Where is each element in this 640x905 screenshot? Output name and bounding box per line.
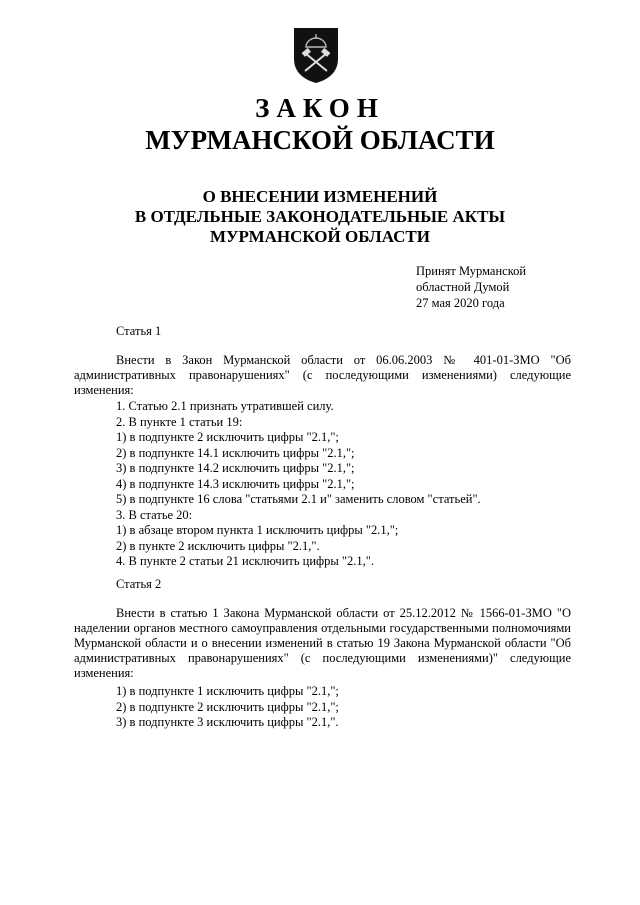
list-item: 2) в пункте 2 исключить цифры "2.1,". bbox=[116, 538, 320, 553]
list-item: 3) в подпункте 3 исключить цифры "2.1,". bbox=[116, 715, 339, 729]
list-item: 3. В статье 20: bbox=[116, 507, 193, 522]
adoption-date: 27 мая 2020 года bbox=[416, 296, 505, 310]
list-item: 1) в подпункте 2 исключить цифры "2.1,"; bbox=[116, 430, 339, 444]
article-2-intro: Внести в статью 1 Закона Мурманской области от 25.12.2012 № 1566-01-ЗМО "О наделении органов местного самоуправления отдельными государственными полномочиями Мурманской области и о внесении изменений в статью 19 Закона Мурманской области "Об административных правонарушениях" (с последующими изменениями)" следующие изменения: bbox=[74, 606, 571, 680]
list-item: 1) в абзаце втором пункта 1 исключить цифры "2.1,"; bbox=[116, 523, 399, 537]
adoption-line: областной Думой bbox=[416, 280, 510, 294]
list-item: 2. В пункте 1 статьи 19: bbox=[116, 414, 243, 429]
list-item: 1) в подпункте 1 исключить цифры "2.1,"; bbox=[116, 684, 339, 698]
article-2-heading: Статья 2 bbox=[116, 577, 162, 591]
adoption-note bbox=[416, 263, 526, 311]
subtitle-line: В ОТДЕЛЬНЫЕ ЗАКОНОДАТЕЛЬНЫЕ АКТЫ bbox=[134, 207, 506, 226]
list-item: 4. В пункте 2 статьи 21 исключить цифры "2.1,". bbox=[116, 554, 375, 568]
law-subtitle bbox=[0, 187, 640, 247]
article-2-items bbox=[116, 684, 339, 731]
list-item: 2) в подпункте 2 исключить цифры "2.1,"; bbox=[116, 699, 339, 714]
region-title: МУРМАНСКОЙ ОБЛАСТИ bbox=[145, 125, 495, 155]
coat-of-arms-icon bbox=[290, 25, 342, 85]
law-title: ЗАКОН bbox=[255, 93, 385, 123]
list-item: 3) в подпункте 14.2 исключить цифры "2.1,"; bbox=[116, 461, 355, 475]
article-1-intro: Внести в Закон Мурманской области от 06.06.2003 № 401-01-ЗМО "Об административных правонарушениях" (с последующими изменениями) следующие изменения: bbox=[74, 353, 571, 397]
subtitle-line: О ВНЕСЕНИИ ИЗМЕНЕНИЙ bbox=[202, 187, 438, 206]
list-item: 2) в подпункте 14.1 исключить цифры "2.1,"; bbox=[116, 445, 355, 460]
article-1-items bbox=[116, 399, 481, 570]
list-item: 5) в подпункте 16 слова "статьями 2.1 и" заменить словом "статьей". bbox=[116, 492, 481, 506]
article-1-heading: Статья 1 bbox=[116, 324, 162, 338]
subtitle-line: МУРМАНСКОЙ ОБЛАСТИ bbox=[210, 227, 430, 246]
adoption-line: Принят Мурманской bbox=[416, 264, 527, 278]
list-item: 4) в подпункте 14.3 исключить цифры "2.1,"; bbox=[116, 476, 355, 491]
list-item: 1. Статью 2.1 признать утратившей силу. bbox=[116, 399, 334, 413]
